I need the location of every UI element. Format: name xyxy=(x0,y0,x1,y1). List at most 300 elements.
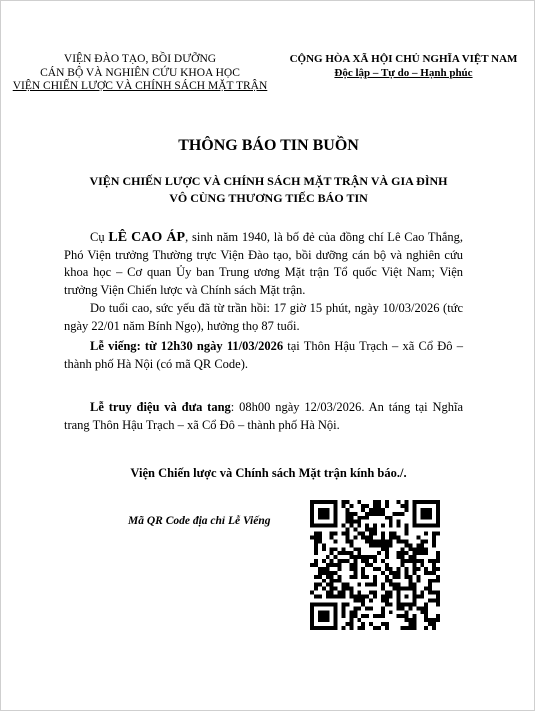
qr-module xyxy=(432,598,436,602)
qr-module xyxy=(373,614,377,618)
agency-line-2: CÁN BỘ VÀ NGHIÊN CỨU KHOA HỌC xyxy=(40,66,240,79)
qr-module xyxy=(389,520,393,524)
qr-module xyxy=(412,618,416,622)
qr-module xyxy=(357,524,361,528)
qr-module xyxy=(420,563,424,567)
qr-module xyxy=(428,559,432,563)
qr-module xyxy=(385,563,389,567)
qr-module xyxy=(353,512,357,516)
qr-module xyxy=(330,575,334,579)
qr-module xyxy=(338,567,342,571)
qr-module xyxy=(322,524,326,528)
qr-module xyxy=(369,555,373,559)
qr-module xyxy=(353,606,357,610)
qr-module xyxy=(334,606,338,610)
qr-module xyxy=(342,559,346,563)
qr-module xyxy=(310,535,314,539)
qr-module xyxy=(393,575,397,579)
qr-module xyxy=(310,512,314,516)
qr-module xyxy=(420,500,424,504)
qr-module xyxy=(314,626,318,630)
qr-module xyxy=(310,563,314,567)
qr-module xyxy=(424,547,428,551)
qr-module xyxy=(412,547,416,551)
qr-module xyxy=(424,610,428,614)
qr-module xyxy=(412,504,416,508)
qr-module xyxy=(432,591,436,595)
qr-module xyxy=(405,618,409,622)
qr-module xyxy=(397,575,401,579)
qr-module xyxy=(334,539,338,543)
qr-module xyxy=(424,618,428,622)
qr-module xyxy=(381,508,385,512)
qr-module xyxy=(412,571,416,575)
qr-module xyxy=(314,539,318,543)
qr-module xyxy=(361,555,365,559)
qr-module xyxy=(416,575,420,579)
qr-module xyxy=(416,595,420,599)
qr-module xyxy=(377,567,381,571)
qr-module xyxy=(330,563,334,567)
qr-module xyxy=(436,551,440,555)
qr-module xyxy=(373,543,377,547)
qr-module xyxy=(401,559,405,563)
qr-module xyxy=(397,591,401,595)
qr-module xyxy=(353,520,357,524)
qr-module xyxy=(353,614,357,618)
qr-module xyxy=(401,606,405,610)
qr-module xyxy=(342,583,346,587)
qr-module xyxy=(420,559,424,563)
qr-module xyxy=(412,500,416,504)
qr-module xyxy=(334,595,338,599)
qr-module xyxy=(373,508,377,512)
qr-module xyxy=(412,559,416,563)
qr-module xyxy=(420,508,424,512)
qr-module xyxy=(408,579,412,583)
national-motto: Độc lập – Tự do – Hạnh phúc xyxy=(334,66,473,79)
qr-module xyxy=(381,614,385,618)
qr-module xyxy=(330,532,334,536)
qr-module xyxy=(377,500,381,504)
qr-module xyxy=(373,591,377,595)
qr-module xyxy=(385,579,389,583)
qr-module xyxy=(416,524,420,528)
qr-module xyxy=(389,567,393,571)
qr-module xyxy=(310,520,314,524)
qr-module xyxy=(334,500,338,504)
qr-module xyxy=(353,547,357,551)
qr-module xyxy=(345,583,349,587)
qr-module xyxy=(420,591,424,595)
qr-module xyxy=(357,626,361,630)
qr-module xyxy=(373,528,377,532)
qr-module xyxy=(361,508,365,512)
qr-module xyxy=(385,567,389,571)
qr-module xyxy=(365,528,369,532)
visitation-label: Lễ viếng xyxy=(90,339,137,353)
qr-module xyxy=(334,579,338,583)
qr-module xyxy=(424,602,428,606)
qr-module xyxy=(326,567,330,571)
qr-module xyxy=(405,571,409,575)
qr-module xyxy=(357,591,361,595)
qr-module xyxy=(373,595,377,599)
qr-module xyxy=(342,595,346,599)
qr-module xyxy=(385,555,389,559)
qr-module xyxy=(424,626,428,630)
qr-module xyxy=(318,602,322,606)
qr-module xyxy=(338,579,342,583)
qr-module xyxy=(405,532,409,536)
qr-module xyxy=(432,524,436,528)
qr-module xyxy=(326,563,330,567)
qr-module xyxy=(349,610,353,614)
qr-module xyxy=(342,524,346,528)
qr-module xyxy=(401,555,405,559)
qr-module xyxy=(310,516,314,520)
qr-module xyxy=(310,618,314,622)
qr-module xyxy=(365,575,369,579)
qr-module xyxy=(416,547,420,551)
qr-module xyxy=(322,567,326,571)
qr-module xyxy=(310,606,314,610)
qr-module xyxy=(373,555,377,559)
qr-module xyxy=(349,567,353,571)
qr-module xyxy=(314,535,318,539)
qr-module xyxy=(416,567,420,571)
qr-module xyxy=(334,555,338,559)
agency-line-1: VIỆN ĐÀO TẠO, BỒI DƯỠNG xyxy=(63,53,217,65)
qr-module xyxy=(334,614,338,618)
qr-module xyxy=(401,587,405,591)
qr-module xyxy=(334,626,338,630)
qr-module xyxy=(405,575,409,579)
qr-module xyxy=(326,500,330,504)
qr-module xyxy=(408,543,412,547)
qr-module xyxy=(428,500,432,504)
qr-module xyxy=(330,547,334,551)
qr-module xyxy=(377,504,381,508)
qr-module xyxy=(349,618,353,622)
qr-module xyxy=(420,512,424,516)
qr-module xyxy=(424,500,428,504)
qr-module xyxy=(318,575,322,579)
qr-module xyxy=(345,516,349,520)
qr-module xyxy=(357,551,361,555)
qr-module xyxy=(408,587,412,591)
qr-module xyxy=(381,547,385,551)
qr-module xyxy=(436,595,440,599)
qr-module xyxy=(405,508,409,512)
qr-module xyxy=(314,551,318,555)
qr-module xyxy=(357,583,361,587)
qr-module xyxy=(345,532,349,536)
qr-module xyxy=(436,567,440,571)
qr-module xyxy=(397,524,401,528)
qr-module xyxy=(361,532,365,536)
qr-module xyxy=(389,602,393,606)
qr-module xyxy=(361,535,365,539)
qr-module xyxy=(326,614,330,618)
qr-module xyxy=(436,598,440,602)
qr-module xyxy=(432,567,436,571)
qr-module xyxy=(314,524,318,528)
qr-module xyxy=(412,524,416,528)
qr-module xyxy=(412,626,416,630)
qr-module xyxy=(322,579,326,583)
qr-module xyxy=(424,532,428,536)
qr-module xyxy=(361,575,365,579)
qr-module xyxy=(424,512,428,516)
qr-module xyxy=(436,575,440,579)
qr-module xyxy=(314,595,318,599)
qr-module xyxy=(373,532,377,536)
qr-module xyxy=(424,606,428,610)
qr-module xyxy=(345,512,349,516)
qr-module xyxy=(401,614,405,618)
qr-module xyxy=(342,610,346,614)
qr-module xyxy=(361,602,365,606)
qr-module xyxy=(310,602,314,606)
qr-module xyxy=(373,567,377,571)
qr-module xyxy=(397,583,401,587)
qr-module xyxy=(357,520,361,524)
qr-module xyxy=(397,555,401,559)
qr-code-icon[interactable] xyxy=(310,500,440,630)
country-name: CỘNG HÒA XÃ HỘI CHỦ NGHĨA VIỆT NAM xyxy=(289,53,518,65)
qr-module xyxy=(389,516,393,520)
qr-module xyxy=(393,512,397,516)
qr-module xyxy=(322,614,326,618)
qr-module xyxy=(326,508,330,512)
qr-module xyxy=(326,571,330,575)
qr-module xyxy=(342,504,346,508)
qr-module xyxy=(377,512,381,516)
qr-module xyxy=(385,543,389,547)
qr-module xyxy=(345,508,349,512)
qr-module xyxy=(381,559,385,563)
qr-module xyxy=(432,543,436,547)
qr-module xyxy=(369,606,373,610)
qr-module xyxy=(338,595,342,599)
qr-module xyxy=(349,555,353,559)
qr-module xyxy=(393,571,397,575)
qr-module xyxy=(318,610,322,614)
qr-module xyxy=(318,595,322,599)
qr-module xyxy=(416,500,420,504)
qr-module xyxy=(357,516,361,520)
qr-module xyxy=(393,535,397,539)
qr-module xyxy=(345,551,349,555)
qr-module xyxy=(361,626,365,630)
qr-module xyxy=(318,626,322,630)
qr-module xyxy=(314,563,318,567)
subtitle-line-1: VIỆN CHIẾN LƯỢC VÀ CHÍNH SÁCH MẶT TRẬN VÀ GIA ĐÌNH xyxy=(89,174,448,188)
qr-module xyxy=(330,551,334,555)
qr-module xyxy=(436,618,440,622)
qr-module xyxy=(369,528,373,532)
qr-module xyxy=(361,504,365,508)
qr-module xyxy=(373,559,377,563)
qr-module xyxy=(436,512,440,516)
qr-module xyxy=(420,539,424,543)
qr-module xyxy=(314,583,318,587)
qr-module xyxy=(353,535,357,539)
qr-module xyxy=(408,575,412,579)
qr-module xyxy=(408,626,412,630)
qr-module xyxy=(357,547,361,551)
qr-module xyxy=(432,618,436,622)
qr-module xyxy=(381,571,385,575)
qr-module xyxy=(334,512,338,516)
qr-module xyxy=(342,606,346,610)
qr-module xyxy=(342,551,346,555)
qr-module xyxy=(310,614,314,618)
qr-module xyxy=(342,602,346,606)
document-subtitle xyxy=(41,173,496,207)
qr-module xyxy=(322,559,326,563)
qr-module xyxy=(385,602,389,606)
qr-module xyxy=(397,567,401,571)
qr-module xyxy=(416,559,420,563)
qr-module xyxy=(373,579,377,583)
qr-module xyxy=(314,575,318,579)
qr-module xyxy=(334,504,338,508)
issuing-agency xyxy=(9,53,271,94)
qr-module xyxy=(436,591,440,595)
qr-module xyxy=(412,622,416,626)
qr-module xyxy=(330,595,334,599)
qr-module xyxy=(405,539,409,543)
qr-module xyxy=(381,587,385,591)
qr-module xyxy=(318,535,322,539)
qr-module xyxy=(428,571,432,575)
qr-module xyxy=(349,504,353,508)
qr-module xyxy=(412,551,416,555)
qr-module xyxy=(424,614,428,618)
qr-module xyxy=(326,555,330,559)
qr-module xyxy=(408,618,412,622)
qr-module xyxy=(373,500,377,504)
qr-module xyxy=(365,606,369,610)
qr-module xyxy=(412,595,416,599)
qr-module xyxy=(432,500,436,504)
qr-module xyxy=(405,559,409,563)
qr-module xyxy=(436,559,440,563)
qr-module xyxy=(342,547,346,551)
qr-module xyxy=(322,516,326,520)
qr-module xyxy=(322,547,326,551)
qr-module xyxy=(330,524,334,528)
qr-module xyxy=(397,571,401,575)
qr-module xyxy=(401,551,405,555)
qr-module xyxy=(369,563,373,567)
qr-module xyxy=(353,595,357,599)
qr-module xyxy=(342,626,346,630)
qr-module xyxy=(349,543,353,547)
qr-module xyxy=(342,614,346,618)
qr-module xyxy=(361,598,365,602)
qr-module xyxy=(416,543,420,547)
qr-module xyxy=(334,524,338,528)
qr-module xyxy=(326,618,330,622)
deceased-name: LÊ CAO ÁP xyxy=(108,230,186,245)
qr-module xyxy=(334,587,338,591)
qr-module xyxy=(365,539,369,543)
qr-module xyxy=(330,571,334,575)
qr-module xyxy=(428,591,432,595)
qr-module xyxy=(334,508,338,512)
qr-module xyxy=(349,512,353,516)
qr-module xyxy=(405,543,409,547)
qr-module xyxy=(318,618,322,622)
national-heading xyxy=(276,53,531,80)
qr-module xyxy=(365,595,369,599)
qr-module xyxy=(432,535,436,539)
qr-module xyxy=(432,532,436,536)
qr-module xyxy=(322,587,326,591)
qr-module xyxy=(389,571,393,575)
qr-module xyxy=(420,547,424,551)
qr-module xyxy=(338,551,342,555)
qr-module xyxy=(334,547,338,551)
qr-module xyxy=(326,524,330,528)
qr-module xyxy=(405,528,409,532)
qr-module xyxy=(389,532,393,536)
qr-module xyxy=(381,539,385,543)
qr-module xyxy=(389,595,393,599)
qr-module xyxy=(412,587,416,591)
qr-module xyxy=(412,591,416,595)
qr-module xyxy=(436,508,440,512)
qr-module xyxy=(436,579,440,583)
qr-module xyxy=(310,610,314,614)
qr-module xyxy=(314,500,318,504)
qr-module xyxy=(412,520,416,524)
qr-module xyxy=(416,579,420,583)
qr-module xyxy=(345,528,349,532)
qr-module xyxy=(432,571,436,575)
qr-module xyxy=(326,575,330,579)
qr-module xyxy=(405,614,409,618)
qr-module xyxy=(369,543,373,547)
qr-module xyxy=(381,535,385,539)
qr-module xyxy=(349,551,353,555)
qr-module xyxy=(334,571,338,575)
qr-module xyxy=(369,512,373,516)
qr-module xyxy=(330,626,334,630)
qr-module xyxy=(342,532,346,536)
qr-module xyxy=(389,524,393,528)
qr-module xyxy=(416,535,420,539)
qr-module xyxy=(397,587,401,591)
qr-module xyxy=(334,622,338,626)
qr-module xyxy=(349,614,353,618)
qr-module xyxy=(412,563,416,567)
qr-module xyxy=(353,575,357,579)
qr-module xyxy=(318,567,322,571)
qr-module xyxy=(381,595,385,599)
visitation-location: tại Thôn Hậu Trạch – xã Cổ Đô – thành phố Hà Nội (có mã QR Code). xyxy=(64,339,463,371)
qr-module xyxy=(345,500,349,504)
qr-module xyxy=(345,535,349,539)
qr-module xyxy=(436,614,440,618)
qr-module xyxy=(408,583,412,587)
qr-module xyxy=(326,602,330,606)
qr-module xyxy=(345,559,349,563)
qr-module xyxy=(330,500,334,504)
